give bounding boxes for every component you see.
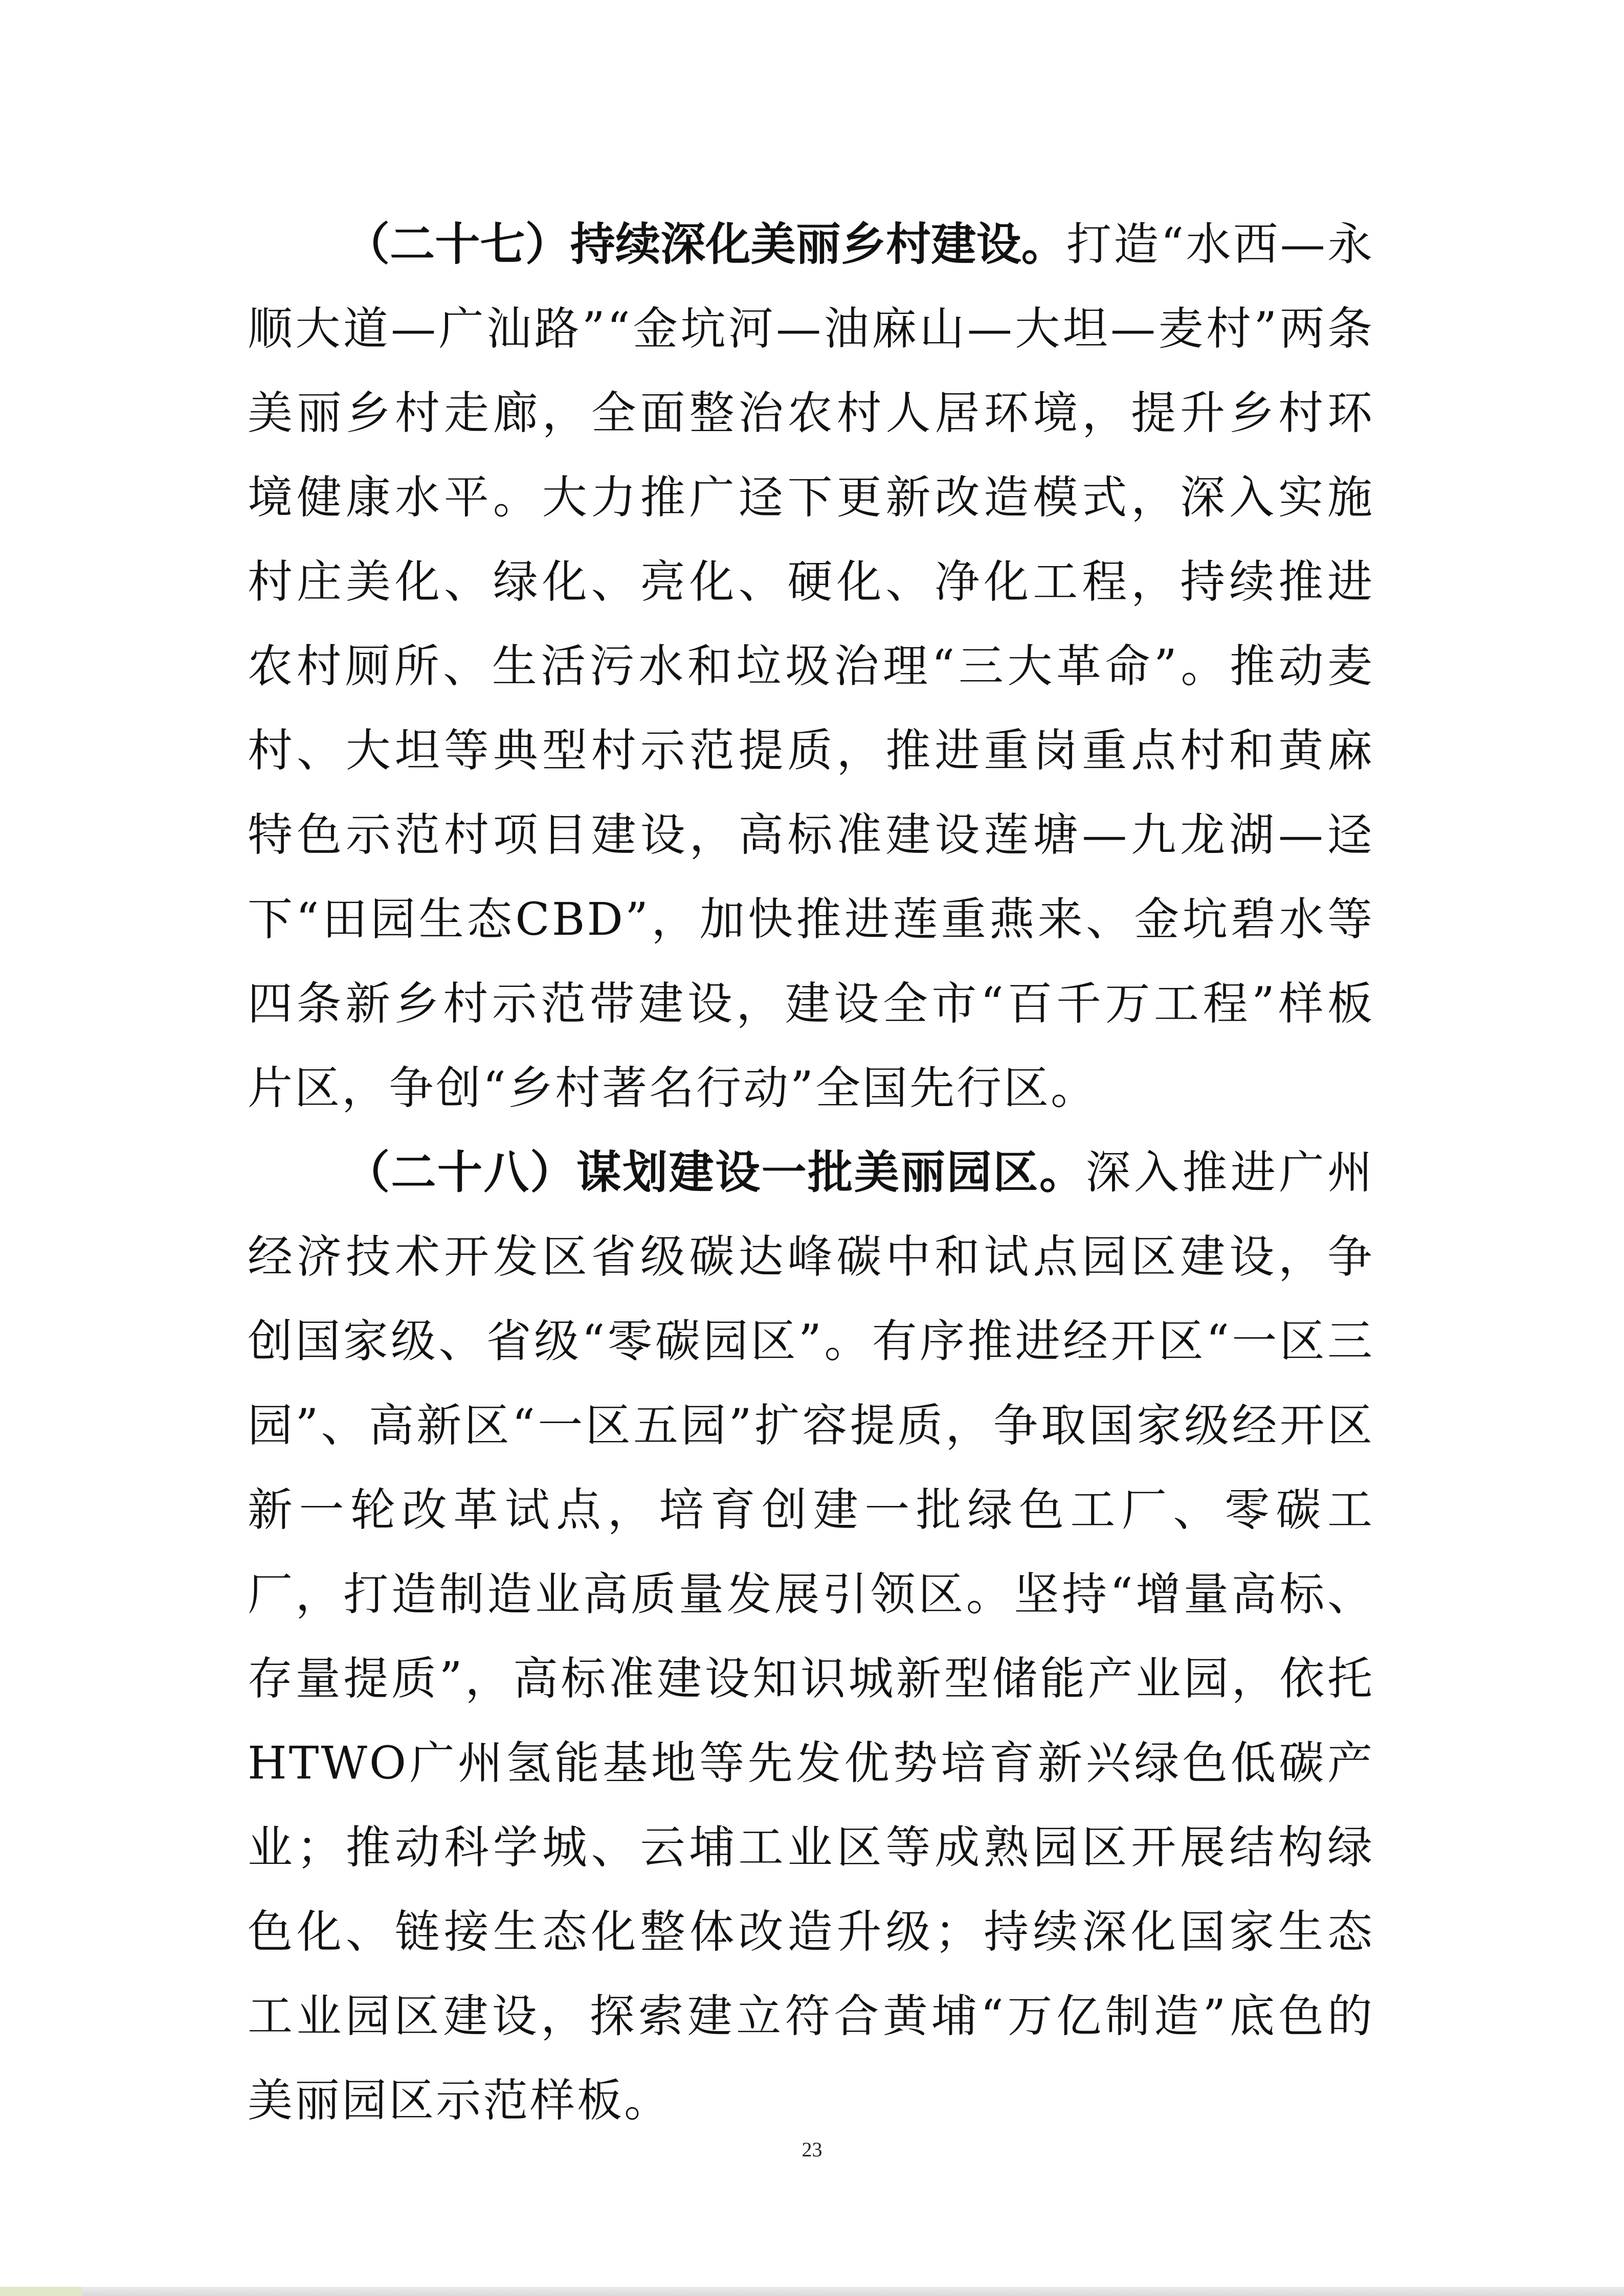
page-number: 23 bbox=[802, 2138, 822, 2161]
section-text-27: 打造“水西—永顺大道—广汕路”“金坑河—油麻山—大坦—麦村”两条美丽乡村走廊，全面整治农村人居环境，提升乡村环境健康水平。大力推广迳下更新改造模式，深入实施村庄美化、绿化、亮化、硬化、净化工程，持续推进农村厕所、生活污水和垃圾治理“三大革命”。推动麦村、大坦等典型村示范提质，推进重岗重点村和黄麻特色示范村项目建设，高标准建设莲塘—九龙湖—迳下“田园生态CBD”，加快推进莲重燕来、金坑碧水等四条新乡村示范带建设，建设全市“百千万工程”样板片区，争创“乡村著名行动”全国先行区。 bbox=[248, 218, 1374, 1114]
section-heading-27: （二十七）持续深化美丽乡村建设。 bbox=[345, 218, 1066, 271]
scan-bottom-edge bbox=[0, 2287, 1624, 2296]
paragraph-27 bbox=[248, 202, 1374, 1130]
scan-corner-mark bbox=[0, 2287, 82, 2296]
paragraph-28 bbox=[248, 1130, 1374, 2143]
document-body bbox=[248, 202, 1374, 2143]
section-heading-28: （二十八）谋划建设一批美丽园区。 bbox=[345, 1146, 1086, 1199]
section-text-28: 深入推进广州经济技术开发区省级碳达峰碳中和试点园区建设，争创国家级、省级“零碳园区”。有序推进经开区“一区三园”、高新区“一区五园”扩容提质，争取国家级经开区新一轮改革试点，培育创建一批绿色工厂、零碳工厂，打造制造业高质量发展引领区。坚持“增量高标、存量提质”，高标准建设知识城新型储能产业园，依托HTWO广州氢能基地等先发优势培育新兴绿色低碳产业；推动科学城、云埔工业区等成熟园区开展结构绿色化、链接生态化整体改造升级；持续深化国家生态工业园区建设，探索建立符合黄埔“万亿制造”底色的美丽园区示范样板。 bbox=[248, 1146, 1374, 2127]
